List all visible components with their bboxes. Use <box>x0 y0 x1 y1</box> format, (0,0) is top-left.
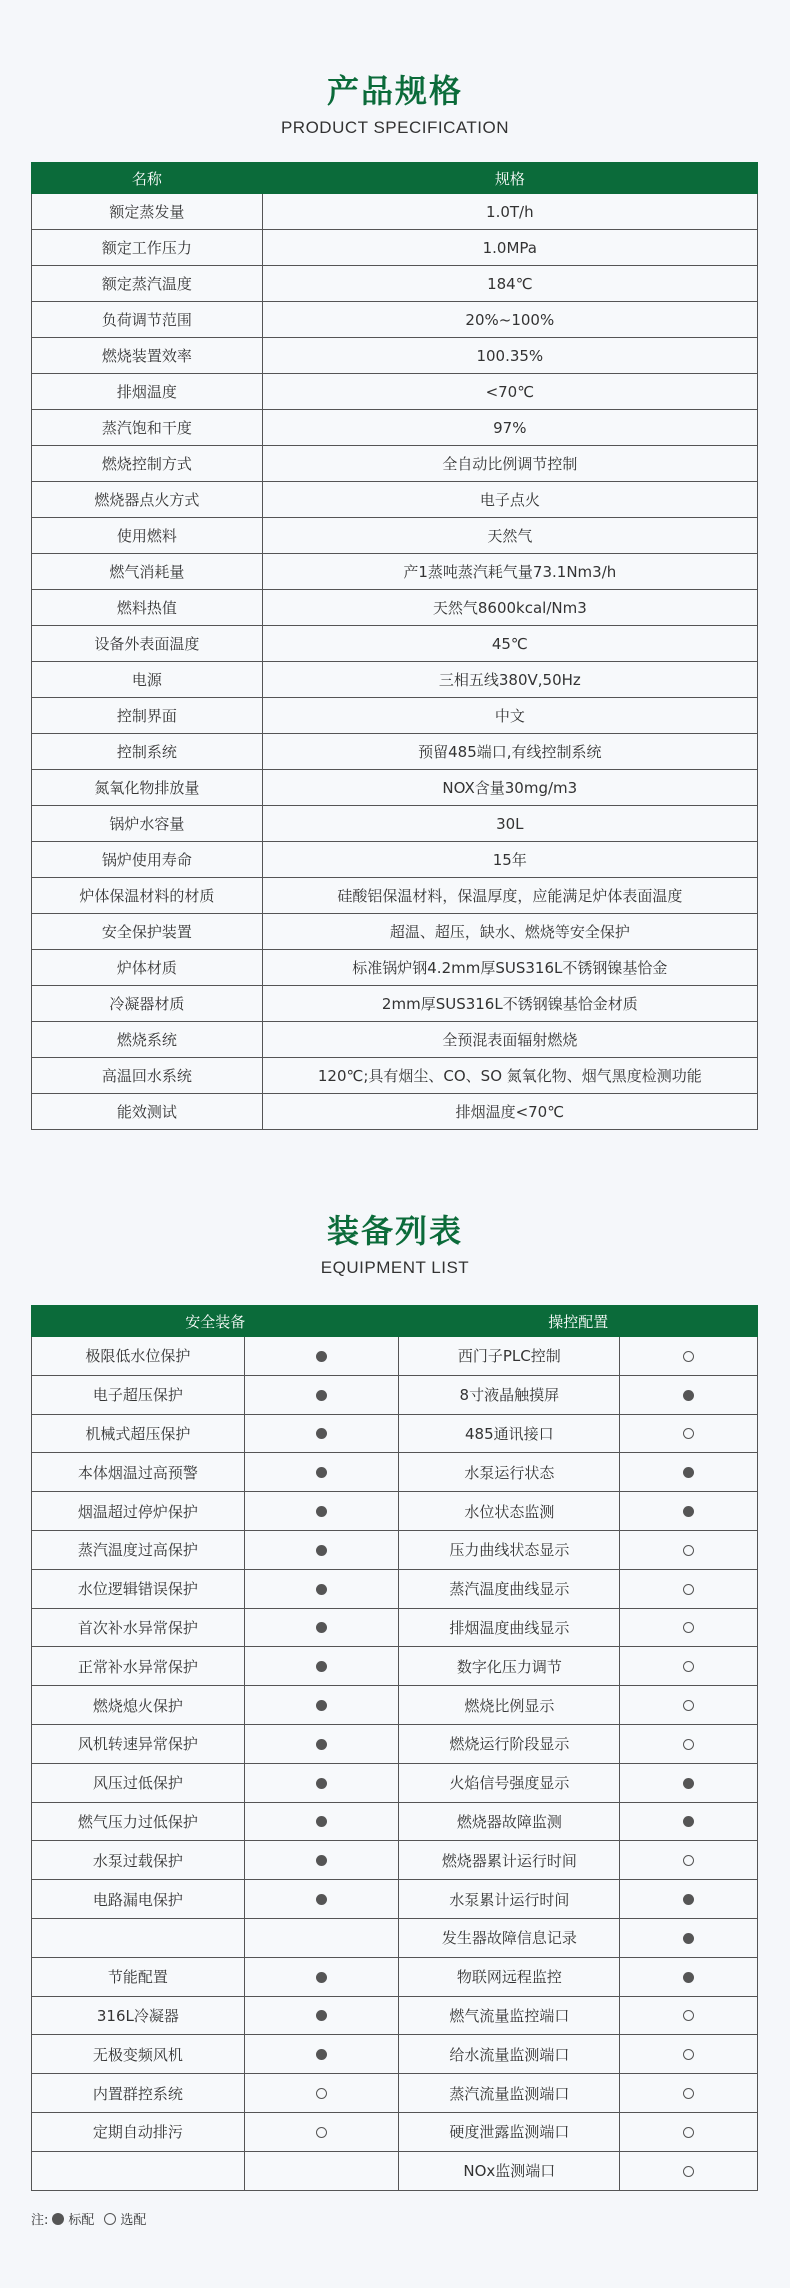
equip-row <box>32 1724 758 1763</box>
spec-row-value: 30L <box>262 806 757 842</box>
spec-row-value: 天然气 <box>262 518 757 554</box>
equip-row <box>32 1763 758 1802</box>
control-item: 水泵运行状态 <box>399 1453 620 1492</box>
control-item: 物联网远程监控 <box>399 1957 620 1996</box>
safety-mark-cell <box>244 2151 399 2190</box>
standard-dot-icon <box>683 1933 694 1944</box>
control-item: 硬度泄露监测端口 <box>399 2112 620 2151</box>
control-mark-cell <box>620 1530 758 1569</box>
standard-dot-icon <box>316 1739 327 1750</box>
safety-item: 烟温超过停炉保护 <box>32 1492 245 1531</box>
standard-dot-icon <box>683 1972 694 1983</box>
equip-row <box>32 1608 758 1647</box>
optional-circle-icon <box>316 2088 327 2099</box>
control-mark-cell <box>620 1918 758 1957</box>
spec-row <box>32 1022 758 1058</box>
spec-row-value: 100.35% <box>262 338 757 374</box>
optional-circle-icon <box>683 1545 694 1556</box>
standard-dot-icon <box>683 1816 694 1827</box>
spec-row <box>32 518 758 554</box>
spec-row-value: 15年 <box>262 842 757 878</box>
safety-mark-cell <box>244 1375 399 1414</box>
safety-mark-cell <box>244 2112 399 2151</box>
optional-circle-icon <box>683 1428 694 1439</box>
equip-title-cn: 装备列表 <box>326 1212 463 1250</box>
spec-row-value: NOX含量30mg/m3 <box>262 770 757 806</box>
optional-circle-icon <box>683 2127 694 2138</box>
spec-title-en: PRODUCT SPECIFICATION <box>280 118 510 137</box>
spec-table <box>31 162 758 1130</box>
control-item: 蒸汽流量监测端口 <box>399 2074 620 2113</box>
equip-row <box>32 1453 758 1492</box>
control-mark-cell <box>620 1492 758 1531</box>
control-item: 数字化压力调节 <box>399 1647 620 1686</box>
control-mark-cell <box>620 1841 758 1880</box>
control-mark-cell <box>620 1763 758 1802</box>
control-mark-cell <box>620 1337 758 1376</box>
spec-row-name: 冷凝器材质 <box>32 986 263 1022</box>
spec-row-value: 超温、超压，缺水、燃烧等安全保护 <box>262 914 757 950</box>
safety-item: 风机转速异常保护 <box>32 1724 245 1763</box>
equip-row <box>32 2151 758 2190</box>
spec-row <box>32 302 758 338</box>
safety-mark-cell <box>244 1608 399 1647</box>
control-item: 水位状态监测 <box>399 1492 620 1531</box>
spec-row-name: 安全保护装置 <box>32 914 263 950</box>
control-item: 485通讯接口 <box>399 1414 620 1453</box>
equip-row <box>32 1686 758 1725</box>
optional-circle-icon <box>104 2213 116 2225</box>
safety-mark-cell <box>244 1957 399 1996</box>
control-item: NOx监测端口 <box>399 2151 620 2190</box>
safety-mark-cell <box>244 1724 399 1763</box>
standard-dot-icon <box>683 1778 694 1789</box>
standard-dot-icon <box>683 1390 694 1401</box>
spec-row-name: 燃烧控制方式 <box>32 446 263 482</box>
spec-row-name: 氮氧化物排放量 <box>32 770 263 806</box>
safety-mark-cell <box>244 1453 399 1492</box>
safety-item: 电路漏电保护 <box>32 1880 245 1919</box>
standard-dot-icon <box>316 1467 327 1478</box>
standard-dot-icon <box>683 1894 694 1905</box>
control-item: 压力曲线状态显示 <box>399 1530 620 1569</box>
safety-mark-cell <box>244 1763 399 1802</box>
spec-row-value: 天然气8600kcal/Nm3 <box>262 590 757 626</box>
safety-item: 极限低水位保护 <box>32 1337 245 1376</box>
spec-row <box>32 446 758 482</box>
standard-dot-icon <box>316 1545 327 1556</box>
spec-header-spec: 规格 <box>262 163 757 194</box>
spec-row-name: 电源 <box>32 662 263 698</box>
safety-item: 风压过低保护 <box>32 1763 245 1802</box>
control-item: 蒸汽温度曲线显示 <box>399 1569 620 1608</box>
optional-circle-icon <box>683 1622 694 1633</box>
spec-row-name: 炉体材质 <box>32 950 263 986</box>
spec-row <box>32 806 758 842</box>
spec-row-value: <70℃ <box>262 374 757 410</box>
safety-item: 水位逻辑错误保护 <box>32 1569 245 1608</box>
standard-dot-icon <box>316 1700 327 1711</box>
standard-dot-icon <box>316 1778 327 1789</box>
safety-item: 燃烧熄火保护 <box>32 1686 245 1725</box>
spec-row-value: 电子点火 <box>262 482 757 518</box>
spec-row <box>32 626 758 662</box>
control-mark-cell <box>620 2035 758 2074</box>
safety-mark-cell <box>244 2074 399 2113</box>
spec-title-cn: 产品规格 <box>326 72 463 110</box>
standard-dot-icon <box>683 1467 694 1478</box>
safety-item: 首次补水异常保护 <box>32 1608 245 1647</box>
control-mark-cell <box>620 1880 758 1919</box>
equip-row <box>32 1569 758 1608</box>
legend-standard-label: 标配 <box>68 2213 95 2228</box>
optional-circle-icon <box>683 1700 694 1711</box>
standard-dot-icon <box>316 1584 327 1595</box>
control-mark-cell <box>620 1686 758 1725</box>
control-item: 燃烧器故障监测 <box>399 1802 620 1841</box>
control-mark-cell <box>620 1375 758 1414</box>
spec-row-value: 全自动比例调节控制 <box>262 446 757 482</box>
equip-row <box>32 2074 758 2113</box>
equip-row <box>32 1530 758 1569</box>
spec-row-name: 额定蒸发量 <box>32 194 263 230</box>
optional-circle-icon <box>683 2166 694 2177</box>
spec-row-name: 额定蒸汽温度 <box>32 266 263 302</box>
spec-row-value: 三相五线380V,50Hz <box>262 662 757 698</box>
control-mark-cell <box>620 1802 758 1841</box>
spec-row-name: 额定工作压力 <box>32 230 263 266</box>
optional-circle-icon <box>683 2049 694 2060</box>
spec-row-value: 预留485端口,有线控制系统 <box>262 734 757 770</box>
safety-item: 内置群控系统 <box>32 2074 245 2113</box>
spec-row-name: 锅炉水容量 <box>32 806 263 842</box>
control-item: 给水流量监测端口 <box>399 2035 620 2074</box>
spec-row <box>32 842 758 878</box>
control-item: 燃烧比例显示 <box>399 1686 620 1725</box>
spec-row <box>32 1094 758 1130</box>
safety-item: 无极变频风机 <box>32 2035 245 2074</box>
safety-mark-cell <box>244 1996 399 2035</box>
standard-dot-icon <box>316 1894 327 1905</box>
standard-dot-icon <box>316 1351 327 1362</box>
spec-row <box>32 698 758 734</box>
standard-dot-icon <box>316 1661 327 1672</box>
spec-row <box>32 1058 758 1094</box>
standard-dot-icon <box>316 1622 327 1633</box>
spec-row <box>32 986 758 1022</box>
safety-item: 节能配置 <box>32 1957 245 1996</box>
equip-header-safety: 安全装备 <box>32 1306 399 1337</box>
safety-item <box>32 2151 245 2190</box>
spec-row <box>32 914 758 950</box>
spec-row <box>32 338 758 374</box>
equip-row <box>32 1414 758 1453</box>
spec-row-name: 锅炉使用寿命 <box>32 842 263 878</box>
control-item: 发生器故障信息记录 <box>399 1918 620 1957</box>
spec-row-name: 高温回水系统 <box>32 1058 263 1094</box>
spec-row <box>32 734 758 770</box>
spec-row-value: 120℃;具有烟尘、CO、SO 氮氧化物、烟气黑度检测功能 <box>262 1058 757 1094</box>
equip-row <box>32 1337 758 1376</box>
safety-item: 机械式超压保护 <box>32 1414 245 1453</box>
equip-row <box>32 1957 758 1996</box>
safety-mark-cell <box>244 1414 399 1453</box>
control-item: 火焰信号强度显示 <box>399 1763 620 1802</box>
optional-circle-icon <box>683 1351 694 1362</box>
spec-row <box>32 554 758 590</box>
control-item: 8寸液晶触摸屏 <box>399 1375 620 1414</box>
control-mark-cell <box>620 2112 758 2151</box>
control-mark-cell <box>620 1453 758 1492</box>
standard-dot-icon <box>316 1428 327 1439</box>
control-mark-cell <box>620 2151 758 2190</box>
control-mark-cell <box>620 1647 758 1686</box>
spec-row-name: 蒸汽饱和干度 <box>32 410 263 446</box>
spec-row-value: 标准锅炉钢4.2mm厚SUS316L不锈钢镍基恰金 <box>262 950 757 986</box>
spec-row-value: 1.0MPa <box>262 230 757 266</box>
control-item: 燃烧器累计运行时间 <box>399 1841 620 1880</box>
safety-mark-cell <box>244 1337 399 1376</box>
spec-row-name: 燃烧系统 <box>32 1022 263 1058</box>
safety-item <box>32 1918 245 1957</box>
safety-mark-cell <box>244 1918 399 1957</box>
spec-row-name: 设备外表面温度 <box>32 626 263 662</box>
safety-item: 电子超压保护 <box>32 1375 245 1414</box>
equip-row <box>32 1841 758 1880</box>
legend-note <box>31 2209 146 2228</box>
optional-circle-icon <box>316 2127 327 2138</box>
safety-mark-cell <box>244 1880 399 1919</box>
spec-row <box>32 770 758 806</box>
spec-row-value: 45℃ <box>262 626 757 662</box>
spec-row-name: 负荷调节范围 <box>32 302 263 338</box>
control-item: 西门子PLC控制 <box>399 1337 620 1376</box>
control-item: 排烟温度曲线显示 <box>399 1608 620 1647</box>
spec-row <box>32 194 758 230</box>
spec-header-row <box>32 163 758 194</box>
spec-row-value: 97% <box>262 410 757 446</box>
legend-optional-label: 选配 <box>120 2213 147 2228</box>
safety-mark-cell <box>244 1841 399 1880</box>
equip-row <box>32 2112 758 2151</box>
equip-row <box>32 1492 758 1531</box>
spec-row-name: 燃气消耗量 <box>32 554 263 590</box>
control-item: 燃烧运行阶段显示 <box>399 1724 620 1763</box>
safety-item: 水泵过载保护 <box>32 1841 245 1880</box>
safety-item: 燃气压力过低保护 <box>32 1802 245 1841</box>
spec-row-name: 使用燃料 <box>32 518 263 554</box>
control-mark-cell <box>620 1608 758 1647</box>
spec-row-value: 硅酸铝保温材料，保温厚度，应能满足炉体表面温度 <box>262 878 757 914</box>
spec-row-name: 控制系统 <box>32 734 263 770</box>
equip-title-en: EQUIPMENT LIST <box>320 1258 470 1277</box>
standard-dot-icon <box>316 1816 327 1827</box>
equip-row <box>32 2035 758 2074</box>
spec-row <box>32 230 758 266</box>
optional-circle-icon <box>683 1855 694 1866</box>
safety-mark-cell <box>244 2035 399 2074</box>
optional-circle-icon <box>683 1661 694 1672</box>
spec-row <box>32 590 758 626</box>
control-mark-cell <box>620 1414 758 1453</box>
safety-item: 正常补水异常保护 <box>32 1647 245 1686</box>
spec-row <box>32 410 758 446</box>
equip-section-title <box>0 1206 790 1278</box>
safety-item: 定期自动排污 <box>32 2112 245 2151</box>
equip-row <box>32 1375 758 1414</box>
spec-row <box>32 950 758 986</box>
safety-mark-cell <box>244 1647 399 1686</box>
standard-dot-icon <box>316 2010 327 2021</box>
equip-table <box>31 1305 758 2191</box>
equip-row <box>32 1918 758 1957</box>
standard-dot-icon <box>316 1506 327 1517</box>
spec-row-value: 产1蒸吨蒸汽耗气量73.1Nm3/h <box>262 554 757 590</box>
control-item: 水泵累计运行时间 <box>399 1880 620 1919</box>
standard-dot-icon <box>316 1390 327 1401</box>
safety-mark-cell <box>244 1569 399 1608</box>
legend-prefix: 注: <box>31 2213 49 2228</box>
equip-row <box>32 1647 758 1686</box>
spec-row-value: 184℃ <box>262 266 757 302</box>
safety-item: 316L冷凝器 <box>32 1996 245 2035</box>
control-mark-cell <box>620 1996 758 2035</box>
optional-circle-icon <box>683 1584 694 1595</box>
spec-row-value: 中文 <box>262 698 757 734</box>
control-mark-cell <box>620 1724 758 1763</box>
standard-dot-icon <box>316 1855 327 1866</box>
equip-header-row <box>32 1306 758 1337</box>
spec-row-value: 1.0T/h <box>262 194 757 230</box>
equip-row <box>32 1880 758 1919</box>
standard-dot-icon <box>683 1506 694 1517</box>
spec-row <box>32 878 758 914</box>
control-mark-cell <box>620 1569 758 1608</box>
control-mark-cell <box>620 1957 758 1996</box>
standard-dot-icon <box>52 2213 64 2225</box>
safety-item: 本体烟温过高预警 <box>32 1453 245 1492</box>
safety-mark-cell <box>244 1802 399 1841</box>
optional-circle-icon <box>683 2088 694 2099</box>
spec-row-name: 能效测试 <box>32 1094 263 1130</box>
safety-mark-cell <box>244 1530 399 1569</box>
spec-row <box>32 266 758 302</box>
control-item: 燃气流量监控端口 <box>399 1996 620 2035</box>
spec-header-name: 名称 <box>32 163 263 194</box>
control-mark-cell <box>620 2074 758 2113</box>
spec-section-title <box>0 66 790 138</box>
optional-circle-icon <box>683 2010 694 2021</box>
optional-circle-icon <box>683 1739 694 1750</box>
spec-row-name: 燃烧装置效率 <box>32 338 263 374</box>
equip-row <box>32 1996 758 2035</box>
safety-mark-cell <box>244 1686 399 1725</box>
spec-row-name: 控制界面 <box>32 698 263 734</box>
spec-row-value: 2mm厚SUS316L不锈钢镍基恰金材质 <box>262 986 757 1022</box>
spec-row-name: 燃烧器点火方式 <box>32 482 263 518</box>
spec-row-name: 排烟温度 <box>32 374 263 410</box>
standard-dot-icon <box>316 2049 327 2060</box>
equip-header-control: 操控配置 <box>399 1306 758 1337</box>
safety-item: 蒸汽温度过高保护 <box>32 1530 245 1569</box>
spec-row <box>32 374 758 410</box>
spec-row <box>32 482 758 518</box>
standard-dot-icon <box>316 1972 327 1983</box>
spec-row-value: 排烟温度<70℃ <box>262 1094 757 1130</box>
equip-row <box>32 1802 758 1841</box>
spec-row-name: 燃料热值 <box>32 590 263 626</box>
spec-row <box>32 662 758 698</box>
spec-row-value: 全预混表面辐射燃烧 <box>262 1022 757 1058</box>
safety-mark-cell <box>244 1492 399 1531</box>
spec-row-name: 炉体保温材料的材质 <box>32 878 263 914</box>
spec-row-value: 20%~100% <box>262 302 757 338</box>
